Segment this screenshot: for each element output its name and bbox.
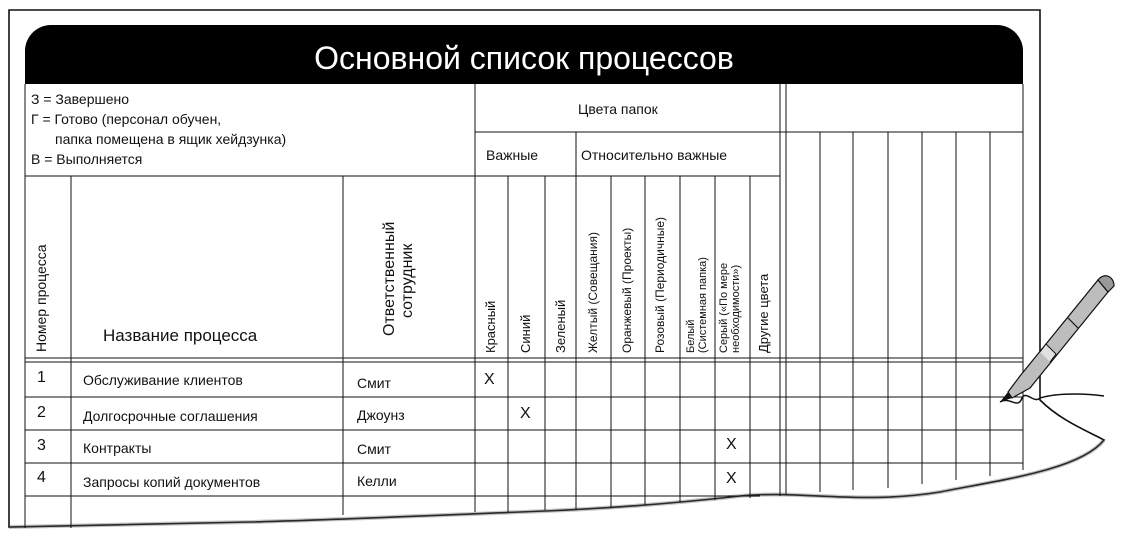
pink-column-header: Розовый (Периодичные)	[653, 216, 667, 353]
responsible-header-line1: Ответственный	[381, 221, 398, 336]
row-2-number: 2	[37, 404, 46, 421]
legend-complete: З = Завершено	[31, 91, 130, 107]
row-4-number: 4	[37, 469, 46, 486]
row-1-responsible: Смит	[357, 375, 391, 391]
orange-column-header: Оранжевый (Проекты)	[620, 227, 634, 353]
row-3-gray-mark: X	[726, 436, 737, 453]
important-header: Важные	[486, 147, 539, 163]
other-colors-column-header: Другие цвета	[756, 273, 771, 353]
folder-colors-header: Цвета папок	[578, 101, 658, 117]
gray-column-header-line1: Серый («По мере	[718, 262, 730, 353]
legend-ready-line2: папка помещена в ящик хейдзунка)	[55, 131, 287, 147]
gray-column-header-line2: необходимости»)	[730, 264, 742, 353]
row-4-responsible: Келли	[357, 473, 397, 489]
row-4-name: Запросы копий документов	[83, 474, 261, 490]
paper-outline	[9, 10, 1104, 527]
row-1-red-mark: X	[484, 371, 495, 388]
row-2-blue-mark: X	[520, 405, 531, 422]
page-title: Основной список процессов	[314, 40, 734, 76]
legend-in-progress: В = Выполняется	[31, 151, 143, 167]
yellow-column-header: Желтый (Совещания)	[586, 232, 600, 353]
row-3-name: Контракты	[83, 440, 152, 456]
process-number-header: Номер процесса	[33, 244, 49, 352]
red-column-header: Красный	[483, 300, 498, 353]
row-1-name: Обслуживание клиентов	[83, 372, 243, 388]
green-column-header: Зеленый	[553, 299, 568, 353]
relatively-important-header: Относительно важные	[581, 147, 728, 163]
row-3-responsible: Смит	[357, 441, 391, 457]
row-2-name: Долгосрочные соглашения	[83, 408, 258, 424]
legend-ready-line1: Г = Готово (персонал обучен,	[31, 111, 222, 127]
blue-column-header: Синий	[518, 314, 533, 353]
white-column-header-line1: Белый	[685, 319, 697, 353]
row-1-number: 1	[37, 369, 46, 386]
white-column-header-line2: (Системная папка)	[697, 257, 709, 353]
row-3-number: 3	[37, 437, 46, 454]
row-2-responsible: Джоунз	[357, 407, 405, 423]
responsible-header-line2: сотрудник	[399, 243, 416, 318]
process-name-header: Название процесса	[103, 326, 258, 345]
row-4-gray-mark: X	[726, 470, 737, 487]
